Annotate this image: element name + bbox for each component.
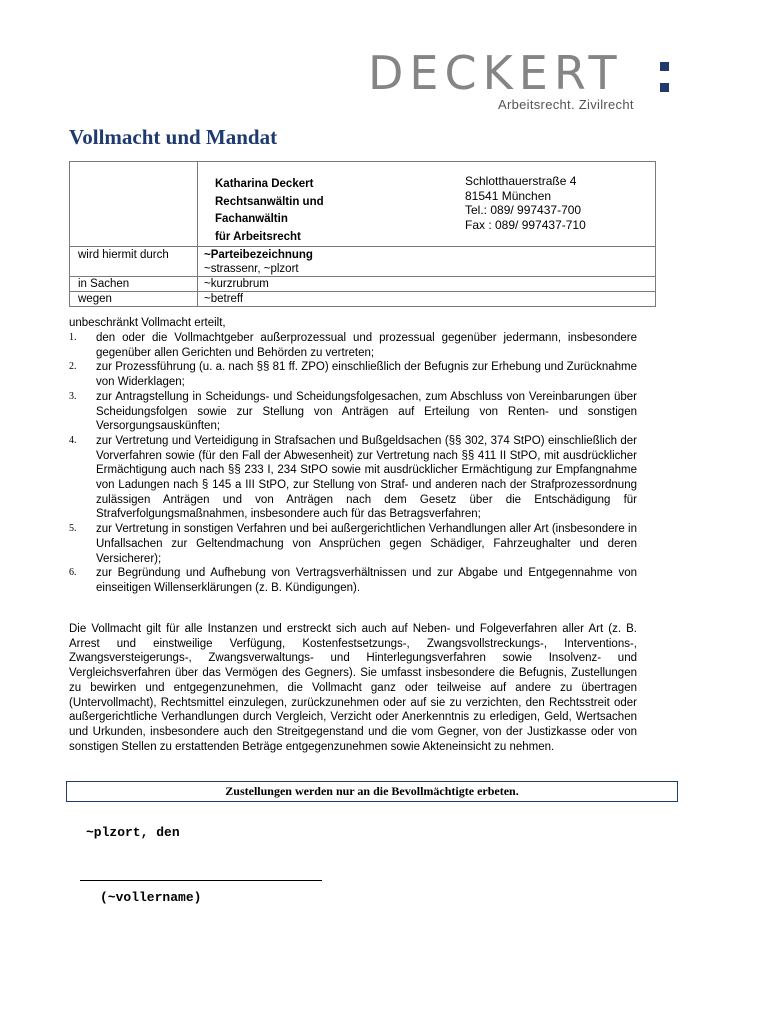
row-label-client: wird hiermit durch	[78, 249, 169, 261]
place-date-field: ~plzort, den	[86, 825, 180, 840]
list-text: zur Vertretung in sonstigen Verfahren und bei außergerichtlichen Verhandlungen aller Art (insbesondere in Unfallsachen zur Geltendmachung von Ansprüchen gegen Schädiger, Fahrzeughalter und deren Versicherer);	[96, 523, 637, 565]
logo-colon-icon	[660, 56, 670, 94]
firm-block	[215, 176, 324, 246]
signature-line	[80, 880, 322, 881]
logo-tagline: Arbeitsrecht. Zivilrecht	[498, 97, 634, 112]
list-number: 5.	[69, 523, 77, 535]
list-text: zur Prozessführung (u. a. nach §§ 81 ff. ZPO) einschließlich der Befugnis zur Erhebung und Zurücknahme von Widerklagen;	[96, 361, 637, 389]
list-number: 4.	[69, 434, 77, 446]
list-number: 6.	[69, 567, 77, 579]
signature-name: (~vollername)	[100, 890, 202, 905]
address-line: Schlotthauerstraße 4	[465, 174, 577, 188]
list-item	[69, 434, 637, 522]
list-number: 2.	[69, 361, 77, 373]
party-field: ~Parteibezeichnung	[204, 249, 313, 261]
address-line: Fax : 089/ 997437-710	[465, 217, 586, 232]
list-item	[69, 390, 637, 434]
list-item	[69, 566, 637, 595]
logo-wordmark: DECKERT	[368, 46, 623, 100]
header-table	[69, 161, 656, 307]
list-text: zur Begründung und Aufhebung von Vertragsverhältnissen und zur Abgabe und Entgegennahme von einseitigen Willenserklärungen (z. B. Kündigungen).	[96, 567, 637, 594]
row-label-case: in Sachen	[78, 278, 130, 290]
firm-line: Rechtsanwältin und	[215, 195, 324, 208]
list-number: 3.	[69, 390, 77, 402]
address-line: Tel.: 089/ 997437-700	[465, 203, 582, 217]
address-block	[465, 174, 586, 232]
list-text: zur Antragstellung in Scheidungs- und Scheidungsfolgesachen, zum Abschluss von Vereinbarungen über Scheidungsfolgen sowie zur Stellung von Anträgen auf Erteilung von Renten- und sonstigen Versorgungsauskünften;	[96, 390, 637, 433]
firm-line: für Arbeitsrecht	[215, 230, 301, 243]
scope-paragraph: Die Vollmacht gilt für alle Instanzen und erstreckt sich auch auf Neben- und Folgeverfahren aller Art (z. B. Arrest und einstweilige Verfügung, Kostenfestsetzungs-, Zwangsvollstreckungs-, Interventions-, Zwangsversteigerungs-, Zwangsverwaltungs- und Hinterlegungsverfahren sowie Insolvenz- und Vergleichsverfahren über das Vermögen des Gegners). Sie umfasst insbesondere die Befugnis, Zustellungen zu bewirken und entgegenzunehmen, die Vollmacht ganz oder teilweise auf andere zu übertragen (Untervollmacht), Rechtsmittel einzulegen, zurückzunehmen oder auf sie zu verzichten, den Rechtsstreit oder außergerichtliche Verhandlungen durch Vergleich, Verzicht oder Anerkenntnis zu erledigen, Geld, Wertsachen und Urkunden, insbesondere auch den Streitgegenstand und die vom Gegner, von der Justizkasse oder von sonstigen Stellen zu erstattenden Beträge entgegenzunehmen sowie Akteneinsicht zu nehmen.	[69, 623, 637, 753]
delivery-notice: Zustellungen werden nur an die Bevollmächtigte erbeten.	[66, 781, 678, 802]
list-item	[69, 360, 637, 389]
address-field: ~strassenr, ~plzort	[204, 263, 299, 275]
firm-line: Fachanwältin	[215, 213, 288, 225]
address-line: 81541 München	[465, 188, 552, 203]
intro-text: unbeschränkt Vollmacht erteilt,	[69, 317, 226, 329]
case-field: ~kurzrubrum	[204, 278, 269, 290]
page-title: Vollmacht und Mandat	[69, 125, 278, 149]
firm-line: Katharina Deckert	[215, 178, 314, 190]
list-item	[69, 522, 637, 566]
list-item	[69, 331, 637, 360]
subject-field: ~betreff	[204, 293, 244, 305]
authority-list	[69, 331, 637, 596]
row-label-subject: wegen	[78, 293, 112, 305]
list-number: 1.	[69, 332, 77, 343]
list-text: zur Vertretung und Verteidigung in Strafsachen und Bußgeldsachen (§§ 302, 374 StPO) einschließlich der Vorverfahren sowie (für den Fall der Abwesenheit) zur Vertretung nach §§ 411 II StPO, mit ausdrücklicher Ermächtigung auch nach §§ 233 I, 234 StPO sowie mit ausdrücklicher Ermächtigung zur Empfangnahme von Ladungen nach § 145 a III StPO, zur Stellung von Straf- und anderen nach der Strafprozessordnung zulässigen Anträgen und von Anträgen nach dem Gesetz über die Entschädigung für Strafverfolgungsmaßnahmen, insbesondere auch für das Betragsverfahren;	[96, 434, 637, 521]
list-text: den oder die Vollmachtgeber außerprozessual und prozessual gegenüber jedermann, insbesondere gegenüber allen Gerichten und Behörden zu vertreten;	[96, 332, 637, 359]
